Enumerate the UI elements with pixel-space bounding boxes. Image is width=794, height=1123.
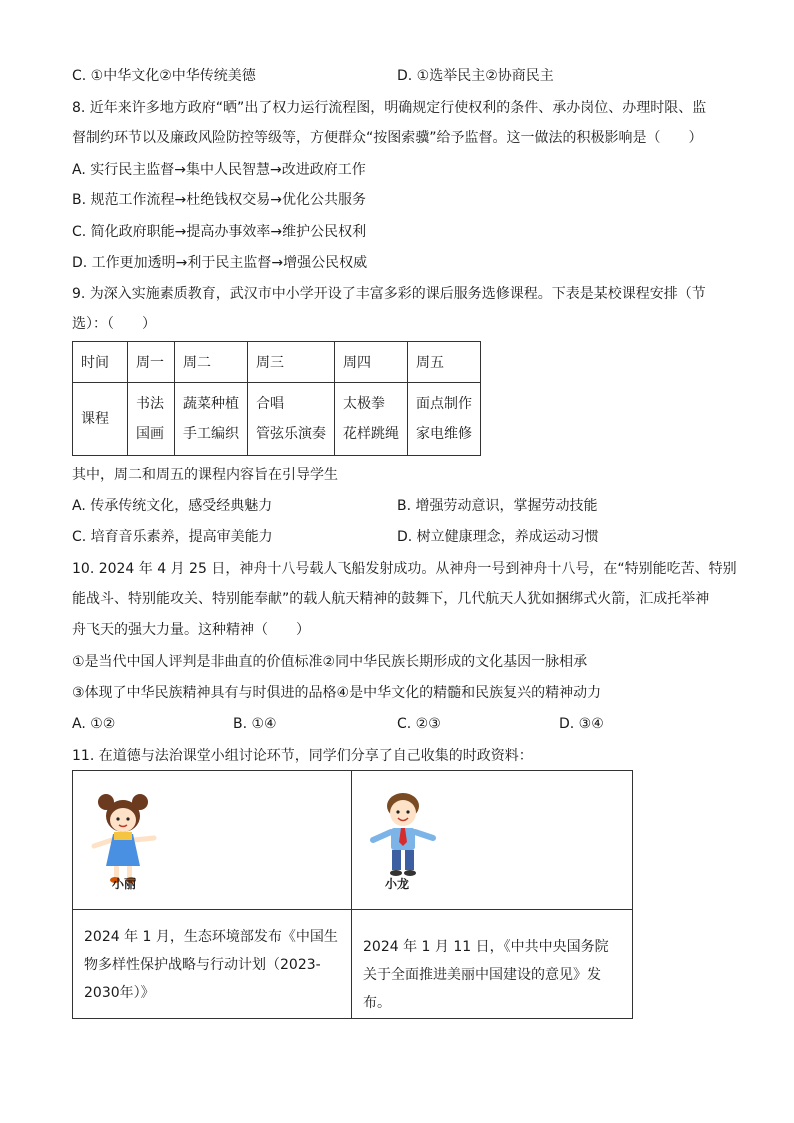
- course-name: 管弦乐演奏: [256, 426, 326, 442]
- q7-option-c: C. ①中华文化②中华传统美德: [72, 68, 256, 84]
- girl-illustration: [82, 788, 172, 888]
- girl-picture-cell: [73, 771, 352, 910]
- q9-stem-line2: 选）：（ ）: [72, 316, 156, 332]
- girl-info-text: 2024 年 1 月，生态环境部发布《中国生物多样性保护战略与行动计划（2023-2030年）》: [84, 929, 338, 1001]
- girl-info-cell: [73, 910, 352, 1019]
- table-cell: [408, 383, 481, 456]
- boy-name-label: 小龙: [385, 877, 410, 891]
- boy-picture-cell: [352, 771, 633, 910]
- girl-name-label: 小丽: [112, 877, 137, 891]
- q10-option-d: D. ③④: [559, 716, 604, 732]
- q10-stem-line2: 能战斗、特别能攻关、特别能奉献”的载人航天精神的鼓舞下，几代航天人犹如捆绑式火箭，汇成托举神: [72, 591, 710, 607]
- q7-option-d: D. ①选举民主②协商民主: [397, 68, 554, 84]
- table-cell: [175, 383, 248, 456]
- table-cell: [128, 383, 175, 456]
- course-name: 太极拳: [343, 396, 385, 412]
- q8-option-c: C. 简化政府职能→提高办事效率→维护公民权利: [72, 224, 367, 240]
- course-name: 手工编织: [183, 426, 239, 442]
- q10-option-c: C. ②③: [397, 716, 441, 732]
- boy-info-text: 2024 年 1 月 11 日，《中共中央国务院关于全面推进美丽中国建设的意见》发布。: [363, 939, 609, 1011]
- q9-option-d: D. 树立健康理念，养成运动习惯: [397, 529, 599, 545]
- q9-option-b: B. 增强劳动意识，掌握劳动技能: [397, 498, 598, 514]
- boy-illustration: [363, 786, 453, 886]
- q10-option-a: A. ①②: [72, 716, 116, 732]
- q10-option-b: B. ①④: [233, 716, 277, 732]
- course-schedule-table: [72, 341, 481, 456]
- q11-stem: 11. 在道德与法治课堂小组讨论环节，同学们分享了自己收集的时政资料：: [72, 748, 533, 764]
- course-name: 蔬菜种植: [183, 396, 239, 412]
- q10-statement-3-4: ③体现了中华民族精神具有与时俱进的品格④是中华文化的精髓和民族复兴的精神动力: [72, 685, 602, 701]
- q8-option-b: B. 规范工作流程→杜绝钱权交易→优化公共服务: [72, 192, 366, 208]
- course-name: 面点制作: [416, 396, 472, 412]
- header-cell: 时间: [73, 342, 128, 383]
- header-cell: 周四: [335, 342, 408, 383]
- header-cell: 周一: [128, 342, 175, 383]
- row-label-cell: 课程: [73, 383, 128, 456]
- q8-option-a: A. 实行民主监督→集中人民智慧→改进政府工作: [72, 162, 366, 178]
- table-row: [73, 383, 481, 456]
- table-cell: [335, 383, 408, 456]
- q9-stem-line1: 9. 为深入实施素质教育，武汉市中小学开设了丰富多彩的课后服务选修课程。下表是某校课程安排（节: [72, 286, 706, 302]
- course-name: 书法: [136, 396, 164, 412]
- q9-option-a: A. 传承传统文化，感受经典魅力: [72, 498, 273, 514]
- header-cell: 周二: [175, 342, 248, 383]
- table-cell: [248, 383, 335, 456]
- table-row: [73, 771, 633, 910]
- table-row: [73, 910, 633, 1019]
- q8-stem-line1: 8. 近年来许多地方政府“晒”出了权力运行流程图，明确规定行使权利的条件、承办岗位、办理时限、监: [72, 100, 707, 116]
- q9-option-c: C. 培育音乐素养，提高审美能力: [72, 529, 273, 545]
- course-name: 合唱: [256, 396, 284, 412]
- course-name: 花样跳绳: [343, 426, 399, 442]
- course-name: 国画: [136, 426, 164, 442]
- q10-statement-1-2: ①是当代中国人评判是非曲直的价值标准②同中华民族长期形成的文化基因一脉相承: [72, 654, 588, 670]
- q11-material-table: [72, 770, 633, 1019]
- header-cell: 周五: [408, 342, 481, 383]
- q10-stem-line3: 舟飞天的强大力量。这种精神（ ）: [72, 622, 310, 638]
- q8-stem-line2: 督制约环节以及廉政风险防控等级等，方便群众“按图索骥”给予监督。这一做法的积极影响是（ ）: [72, 130, 703, 146]
- table-header-row: [73, 342, 481, 383]
- header-cell: 周三: [248, 342, 335, 383]
- q8-option-d: D. 工作更加透明→利于民主监督→增强公民权威: [72, 255, 368, 271]
- q9-follow-text: 其中，周二和周五的课程内容旨在引导学生: [72, 467, 338, 483]
- course-name: 家电维修: [416, 426, 472, 442]
- q10-stem-line1: 10. 2024 年 4 月 25 日，神舟十八号载人飞船发射成功。从神舟一号到神舟十八号，在“特别能吃苦、特别: [72, 561, 737, 577]
- boy-info-cell: [352, 910, 633, 1019]
